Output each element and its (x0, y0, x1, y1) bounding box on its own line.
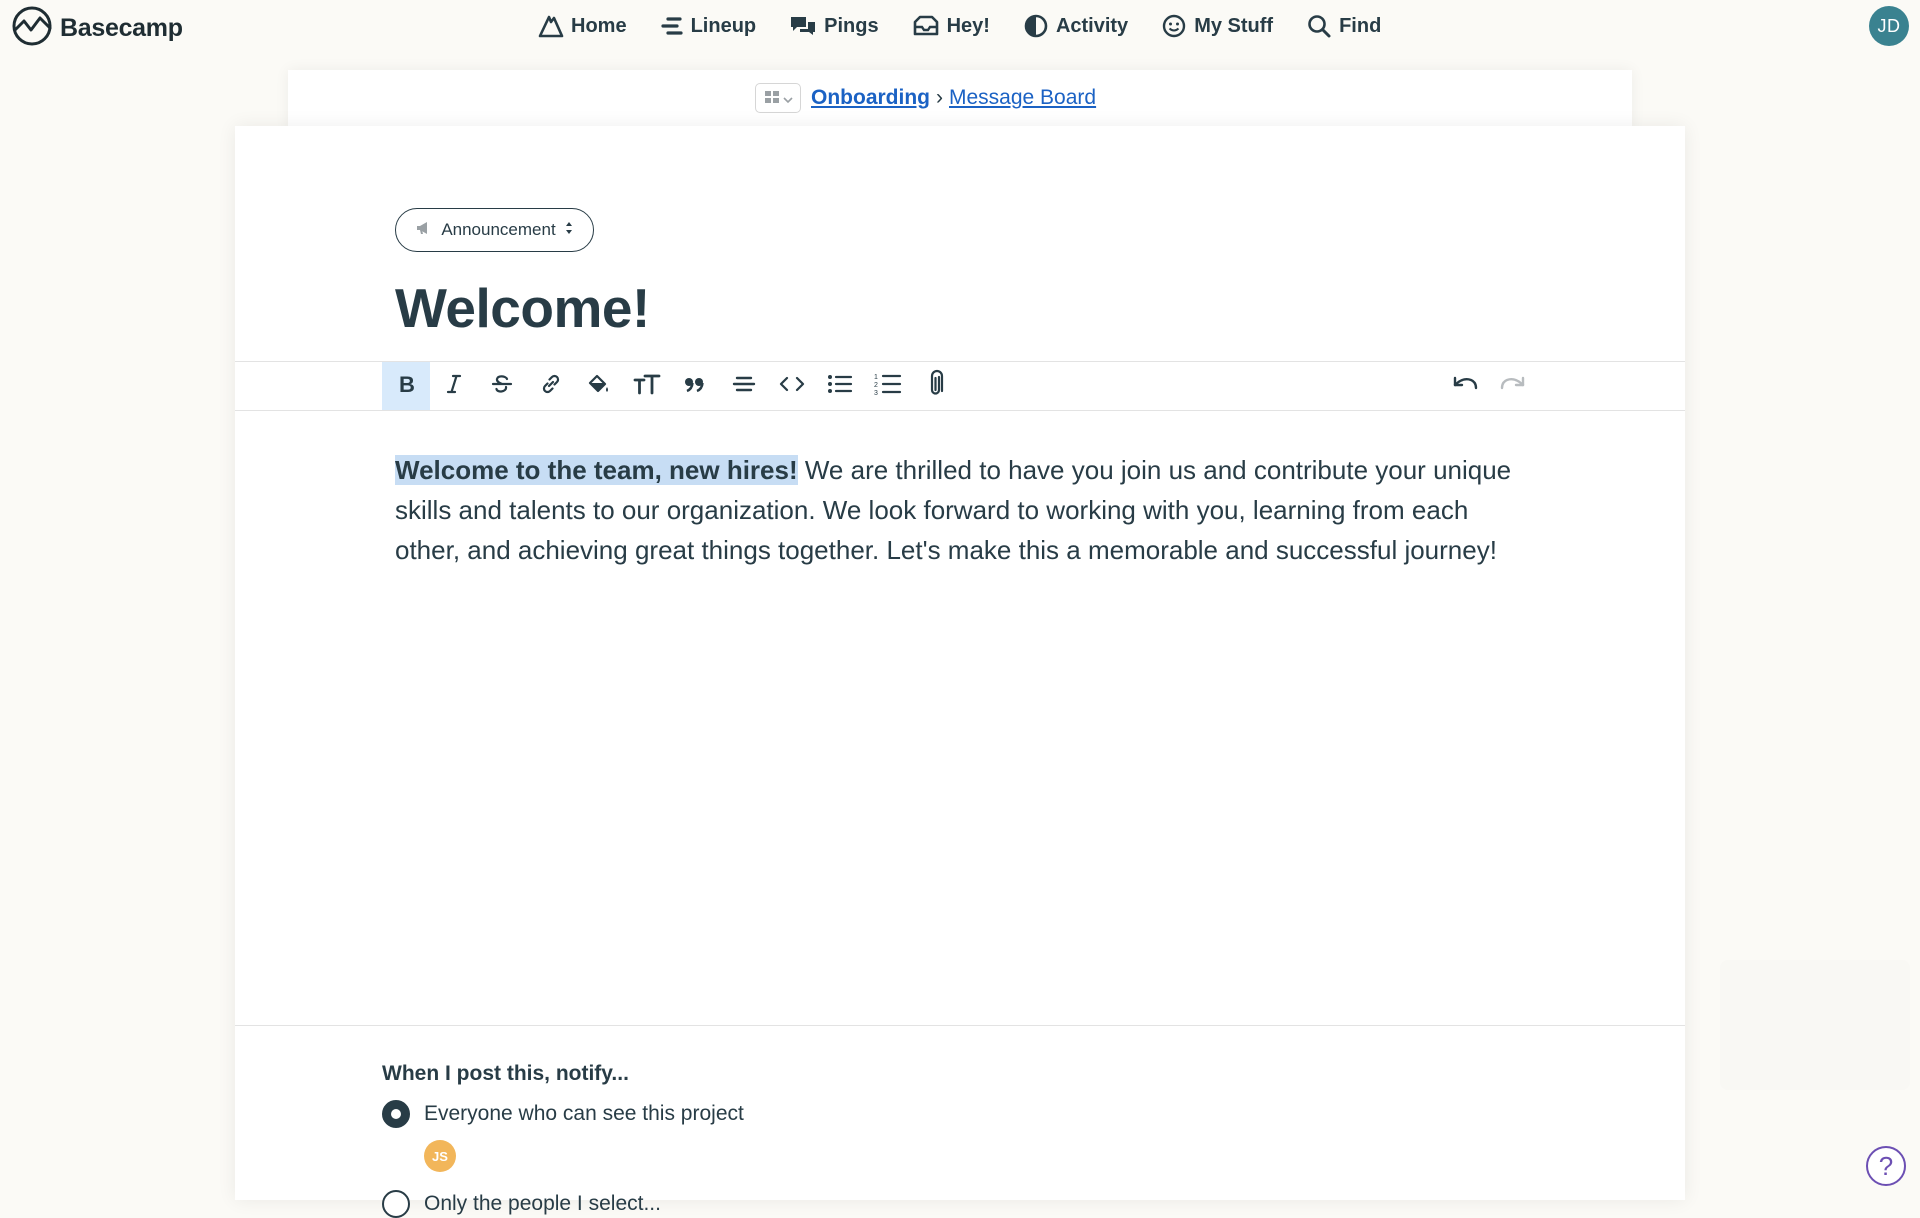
nav-activity[interactable] (1023, 10, 1128, 42)
nav-home[interactable] (538, 10, 627, 42)
bold-icon (396, 373, 416, 400)
project-switcher[interactable] (755, 83, 801, 113)
message-title[interactable]: Welcome! (395, 277, 650, 339)
select-arrows-icon (564, 220, 574, 241)
radio-select-people[interactable] (382, 1190, 410, 1218)
activity-icon (1023, 13, 1049, 39)
code-icon (779, 374, 805, 399)
home-icon (538, 14, 564, 38)
nav-my-stuff[interactable] (1161, 10, 1273, 42)
top-navigation (0, 0, 1920, 54)
bold-button[interactable] (382, 362, 430, 410)
heading-button[interactable] (623, 362, 671, 410)
basecamp-logo[interactable] (10, 6, 183, 51)
nav-my-stuff-label: My Stuff (1194, 14, 1274, 37)
nav-home-label: Home (571, 14, 627, 37)
lineup-icon (660, 15, 684, 37)
nav-pings-label: Pings (824, 14, 879, 37)
nav-lineup-label: Lineup (690, 14, 757, 37)
paperclip-icon (926, 370, 946, 403)
redo-icon (1499, 374, 1527, 399)
paint-bucket-icon (586, 372, 612, 401)
numbered-list-button[interactable] (864, 362, 912, 410)
selected-text: Welcome to the team, new hires! (395, 455, 798, 485)
help-button[interactable]: ? (1866, 1146, 1906, 1186)
member-avatar: JS (424, 1140, 456, 1172)
nav-lineup[interactable] (660, 10, 757, 42)
svg-text:2: 2 (874, 381, 878, 389)
breadcrumb-separator: › (936, 86, 943, 109)
grid-icon (764, 86, 780, 110)
notify-everyone-label: Everyone who can see this project (424, 1102, 744, 1125)
body-text: We are thrilled to have you join us and contribute your unique skills and talents to our organization. We look forward to working with you, learning from each other, and achieving great things together. Let's make this a memorable and successful journey! (395, 455, 1512, 565)
faded-card (1720, 960, 1910, 1090)
horizontal-rule-icon (732, 373, 756, 400)
search-icon (1306, 13, 1332, 39)
code-button[interactable] (768, 362, 816, 410)
radio-everyone[interactable] (382, 1100, 410, 1128)
section-divider (235, 1025, 1685, 1026)
message-editor-sheet (235, 126, 1685, 1215)
breadcrumb (755, 83, 1096, 113)
bullet-list-button[interactable] (816, 362, 864, 410)
numbered-list-icon (874, 372, 902, 401)
message-body-editor[interactable] (395, 450, 1525, 570)
quote-icon (683, 374, 707, 399)
attach-file-button[interactable] (912, 362, 960, 410)
main-nav (538, 10, 1414, 42)
megaphone-icon (415, 220, 433, 241)
formatting-toolbar (235, 361, 1685, 411)
notify-select-option[interactable] (382, 1190, 661, 1218)
svg-text:3: 3 (874, 389, 878, 397)
chevron-down-icon (783, 86, 793, 110)
nav-activity-label: Activity (1055, 14, 1129, 37)
nav-find[interactable] (1306, 10, 1381, 42)
notify-everyone-option[interactable] (382, 1100, 744, 1128)
heading-icon (633, 373, 661, 400)
svg-text:B: B (399, 371, 415, 397)
italic-icon (444, 373, 464, 400)
redo-button[interactable] (1489, 362, 1537, 410)
nav-hey[interactable] (912, 10, 990, 42)
pings-icon (789, 14, 817, 38)
breadcrumb-project-link[interactable]: Onboarding (811, 86, 930, 109)
basecamp-logo-icon (10, 6, 54, 51)
nav-find-label: Find (1339, 14, 1382, 37)
strikethrough-button[interactable] (478, 362, 526, 410)
italic-button[interactable] (430, 362, 478, 410)
undo-icon (1451, 374, 1479, 399)
category-label: Announcement (441, 220, 556, 239)
quote-button[interactable] (671, 362, 719, 410)
link-icon (539, 372, 563, 401)
nav-pings[interactable] (789, 10, 878, 42)
horizontal-rule-button[interactable] (720, 362, 768, 410)
category-select[interactable] (395, 208, 594, 252)
user-avatar[interactable]: JD (1869, 6, 1909, 46)
notify-heading: When I post this, notify... (382, 1062, 629, 1085)
bullet-list-icon (827, 373, 853, 400)
notify-select-label: Only the people I select... (424, 1192, 661, 1215)
strikethrough-icon (490, 373, 514, 400)
svg-text:1: 1 (874, 373, 878, 381)
breadcrumb-tool-link[interactable]: Message Board (949, 86, 1097, 109)
brand-name: Basecamp (60, 14, 183, 42)
smiley-icon (1161, 13, 1187, 39)
undo-button[interactable] (1441, 362, 1489, 410)
link-button[interactable] (527, 362, 575, 410)
nav-hey-label: Hey! (946, 14, 990, 37)
text-color-button[interactable] (575, 362, 623, 410)
inbox-icon (912, 14, 940, 38)
